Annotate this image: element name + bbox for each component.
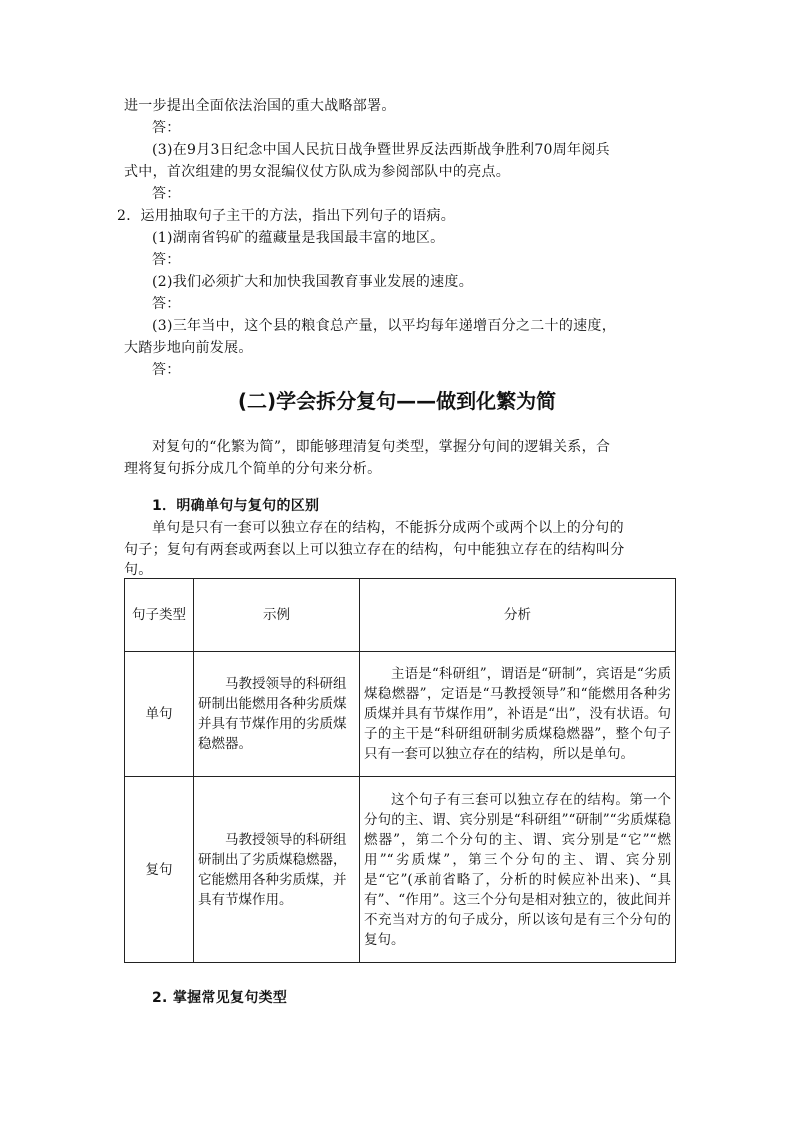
- cell-type: 复句: [125, 777, 194, 963]
- cell-analysis: 这个句子有三套可以独立存在的结构。第一个分句的主、谓、宾分别是“科研组”“研制”“劣质煤稳燃器”，第二个分句的主、谓、宾分别是“它”“燃用”“劣质煤”，第三个分句的主、谓、宾分别是“它”(承前省略了，分析的时候应补出来)、“具有”、“作用”。这三个分句是相对独立的，彼此间并不充当对方的句子成分，所以该句是有三个分句的复句。: [360, 777, 676, 963]
- cell-analysis: 主语是“科研组”，谓语是“研制”，宾语是“劣质煤稳燃器”，定语是“马教授领导”和“能燃用各种劣质煤并具有节煤作用”，补语是“出”，没有状语。句子的主干是“科研组研制劣质煤稳燃器”，整个句子只有一套可以独立存在的结构，所以是单句。: [360, 652, 676, 777]
- table-row: [125, 777, 676, 963]
- definition-line: 句。: [124, 562, 153, 578]
- intro-line: 对复句的“化繁为简”，即能够理清复句类型，掌握分句间的逻辑关系，合: [152, 439, 611, 455]
- sentence-type-table: [124, 578, 676, 963]
- answer-label: 答：: [152, 296, 181, 312]
- subsection-heading: 1．明确单句与复句的区别: [152, 498, 320, 514]
- cell-example: 马教授领导的科研组研制出了劣质煤稳燃器，它能燃用各种劣质煤，并具有节煤作用。: [194, 777, 360, 963]
- definition-line: 单句是只有一套可以独立存在的结构，不能拆分成两个或两个以上的分句的: [152, 520, 624, 536]
- text-line: 进一步提出全面依法治国的重大战略部署。: [124, 98, 396, 114]
- cell-example: 马教授领导的科研组研制出能燃用各种劣质煤并具有节煤作用的劣质煤稳燃器。: [194, 652, 360, 777]
- question-item: (1)湖南省钨矿的蕴藏量是我国最丰富的地区。: [152, 230, 445, 246]
- cell-type: 单句: [125, 652, 194, 777]
- header-sentence-type: 句子类型: [125, 579, 194, 652]
- question-heading: 2．运用抽取句子主干的方法，指出下列句子的语病。: [117, 208, 456, 224]
- answer-label: 答：: [152, 186, 181, 202]
- header-example: 示例: [194, 579, 360, 652]
- definition-line: 句子；复句有两套或两套以上可以独立存在的结构，句中能独立存在的结构叫分: [124, 542, 625, 558]
- subsection-heading: 2. 掌握常见复句类型: [152, 990, 288, 1006]
- header-analysis: 分析: [360, 579, 676, 652]
- question-item: (3)在9月3日纪念中国人民抗日战争暨世界反法西斯战争胜利70周年阅兵: [152, 142, 610, 158]
- question-item: (2)我们必须扩大和加快我国教育事业发展的速度。: [152, 274, 474, 290]
- answer-label: 答：: [152, 120, 181, 136]
- text-line: 式中，首次组建的男女混编仪仗方队成为参阅部队中的亮点。: [124, 164, 511, 180]
- answer-label: 答：: [152, 252, 181, 268]
- table-header-row: [125, 579, 676, 652]
- intro-line: 理将复句拆分成几个简单的分句来分析。: [124, 461, 382, 477]
- question-item: (3)三年当中，这个县的粮食总产量，以平均每年递增百分之二十的速度，: [152, 318, 617, 334]
- table-row: [125, 652, 676, 777]
- answer-label: 答：: [152, 362, 181, 378]
- section-heading: (二)学会拆分复句——做到化繁为简: [237, 389, 557, 413]
- text-line: 大踏步地向前发展。: [124, 340, 253, 356]
